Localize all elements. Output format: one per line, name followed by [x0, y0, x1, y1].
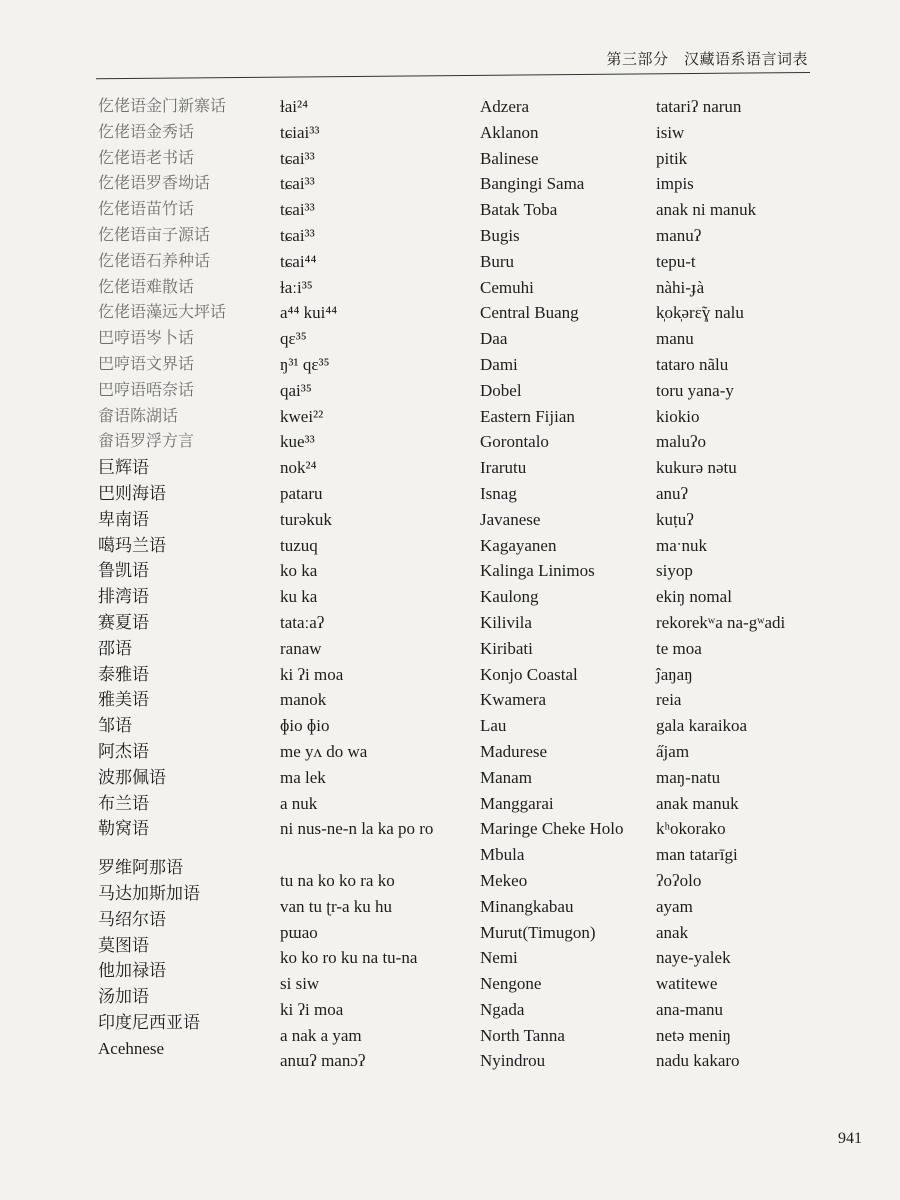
- word-form: maluʔo: [656, 432, 707, 452]
- language-name: 马绍尔语: [98, 909, 166, 929]
- language-name: Minangkabau: [480, 896, 574, 916]
- language-name: 仡佬语罗香坳话: [98, 175, 211, 193]
- word-form: kuṭuʔ: [656, 509, 694, 529]
- word-form: tataro nãlu: [656, 354, 729, 374]
- language-name: 噶玛兰语: [98, 535, 166, 555]
- word-form: tu na ko ko ra ko: [280, 870, 395, 890]
- language-name: North Tanna: [480, 1025, 565, 1045]
- word-form: tɕai³³: [280, 225, 315, 245]
- word-form: ranaw: [280, 638, 322, 658]
- word-form: turəkuk: [280, 509, 332, 529]
- word-form: tɕai⁴⁴: [280, 251, 317, 271]
- language-name: 汤加语: [98, 987, 149, 1007]
- language-name: Kwamera: [480, 690, 547, 710]
- word-form: pataru: [280, 483, 323, 503]
- language-name: 巨辉语: [98, 458, 149, 478]
- word-form: kiokio: [656, 406, 700, 426]
- word-form: kwei²²: [280, 406, 324, 426]
- word-form: tɕai³³: [280, 200, 315, 220]
- word-form: ĵaŋaŋ: [656, 664, 693, 684]
- word-form: maˑnuk: [656, 535, 707, 555]
- word-form: gala karaikoa: [656, 716, 748, 736]
- language-name: 仡佬语亩子源话: [98, 226, 211, 244]
- language-name: 巴则海语: [98, 483, 166, 503]
- word-form: tatariʔ narun: [656, 97, 742, 116]
- word-form: reia: [656, 690, 682, 710]
- right-word-forms-column: [656, 94, 856, 1074]
- language-name: Batak Toba: [480, 200, 558, 220]
- word-form: a̋jam: [656, 741, 690, 761]
- word-form: tɕiai³³: [280, 122, 320, 142]
- language-name: Konjo Coastal: [480, 664, 578, 684]
- word-form: ɫaːi³⁵: [280, 277, 313, 297]
- word-form: anak ni manuk: [656, 200, 757, 220]
- language-name: Manggarai: [480, 793, 554, 813]
- language-name: 邹语: [98, 716, 132, 736]
- word-form: manok: [280, 690, 327, 710]
- language-name: 仡佬语金秀话: [98, 123, 195, 141]
- language-name: Daa: [480, 329, 508, 349]
- language-name: 巴哼语文界话: [98, 355, 195, 373]
- language-name: 莫图语: [98, 935, 149, 955]
- language-name: Irarutu: [480, 458, 527, 478]
- word-form: k̩ok̩ərɛ̃ɣ nalu: [656, 303, 744, 323]
- word-form: manu: [656, 329, 694, 349]
- word-form: anak: [656, 922, 689, 942]
- language-name: 畲语陈湖话: [98, 407, 179, 425]
- language-name: 赛夏语: [98, 612, 149, 632]
- header-rule: [96, 72, 810, 79]
- language-name: 邵语: [98, 638, 132, 658]
- language-name: Nyindrou: [480, 1051, 546, 1071]
- word-form: tataːaʔ: [280, 612, 325, 632]
- word-form: nàhi-ɟà: [656, 277, 705, 297]
- word-form: maŋ-natu: [656, 767, 721, 787]
- word-form: ko ko ro ku na tu-na: [280, 948, 418, 968]
- word-form: a nuk: [280, 793, 318, 813]
- word-form: rekorekʷa na-gʷadi: [656, 612, 786, 632]
- word-form: a⁴⁴ kui⁴⁴: [280, 303, 338, 323]
- language-name: 阿杰语: [98, 741, 149, 761]
- language-name: Maringe Cheke Holo: [480, 819, 624, 839]
- language-name: 仡佬语藻远大坪话: [98, 304, 227, 322]
- language-name: 仡佬语石养种话: [98, 252, 211, 270]
- word-form: ma lek: [280, 767, 326, 787]
- language-name: 布兰语: [98, 793, 149, 813]
- language-name: 巴哼语岑卜话: [98, 330, 195, 348]
- word-form: ayam: [656, 896, 693, 916]
- word-form: watitewe: [656, 974, 718, 994]
- language-name: Dami: [480, 354, 518, 374]
- language-name: 鲁凯语: [98, 561, 149, 581]
- language-name: Lau: [480, 716, 507, 736]
- language-name: Bugis: [480, 225, 520, 245]
- language-name: Mbula: [480, 845, 525, 865]
- language-name: 仡佬语老书话: [98, 149, 195, 167]
- word-form: ɸio ɸio: [280, 716, 330, 736]
- right-language-names-column: [480, 94, 670, 1074]
- word-form: pitik: [656, 148, 688, 168]
- word-form: anɯʔ manɔʔ: [280, 1051, 366, 1071]
- language-name: Murut(Timugon): [480, 922, 596, 942]
- language-name: 马达加斯加语: [98, 883, 200, 903]
- word-form: van tu ʈr-a ku hu: [280, 896, 393, 916]
- word-form: toru yana-y: [656, 380, 734, 400]
- language-name: Madurese: [480, 741, 548, 761]
- word-form: ʔoʔolo: [656, 870, 702, 890]
- word-form: tuzuq: [280, 535, 318, 555]
- word-form: te moa: [656, 638, 702, 658]
- word-form: manuʔ: [656, 225, 702, 245]
- language-name: Mekeo: [480, 870, 528, 890]
- running-header: 第三部分 汉藏语系语言词表: [606, 52, 808, 68]
- language-name: 仡佬语苗竹话: [98, 201, 195, 219]
- word-form: tɕai³³: [280, 174, 315, 194]
- word-form: si siw: [280, 974, 320, 994]
- language-name: Nengone: [480, 974, 542, 994]
- language-name: Dobel: [480, 380, 522, 400]
- language-name: Nemi: [480, 948, 518, 968]
- language-name: Adzera: [480, 97, 530, 116]
- left-word-forms-column: [280, 94, 460, 1074]
- language-name: 排湾语: [98, 587, 149, 607]
- language-name: 畲语罗浮方言: [98, 433, 195, 451]
- language-name: Eastern Fijian: [480, 406, 575, 426]
- word-form: ɫai²⁴: [280, 97, 309, 116]
- language-name: 巴哼语唔奈话: [98, 381, 195, 399]
- word-form: ni nus-ne-n la ka po ro: [280, 819, 434, 839]
- language-name: 波那佩语: [98, 767, 166, 787]
- language-name: Kaulong: [480, 587, 539, 607]
- word-form: tepu-t: [656, 251, 696, 271]
- row-spacer: [98, 842, 268, 855]
- word-form: siyop: [656, 561, 693, 581]
- word-form: qɛ³⁵: [280, 329, 307, 349]
- language-name: Gorontalo: [480, 432, 549, 452]
- language-name: Buru: [480, 251, 514, 271]
- language-name: Acehnese: [98, 1038, 165, 1058]
- word-form: anuʔ: [656, 483, 689, 503]
- language-name: Bangingi Sama: [480, 174, 585, 194]
- language-name: Aklanon: [480, 122, 539, 142]
- word-form: isiw: [656, 122, 685, 142]
- language-name: Kalinga Linimos: [480, 561, 595, 581]
- language-name: Javanese: [480, 509, 541, 529]
- word-form: ana-manu: [656, 999, 724, 1019]
- page-number: 941: [838, 1130, 862, 1147]
- language-name: 卑南语: [98, 509, 149, 529]
- language-name: Kilivila: [480, 612, 532, 632]
- language-name: Balinese: [480, 148, 539, 168]
- word-form: tɕai³³: [280, 148, 315, 168]
- word-form: man tatarīgi: [656, 845, 738, 865]
- language-name: Manam: [480, 767, 532, 787]
- word-form: anak manuk: [656, 793, 739, 813]
- language-name: 罗维阿那语: [98, 858, 183, 878]
- word-form: impis: [656, 174, 694, 194]
- word-form: ki ʔi moa: [280, 664, 344, 684]
- language-name: Central Buang: [480, 303, 579, 323]
- word-form: netə meniŋ: [656, 1025, 731, 1045]
- language-name: 仡佬语难散话: [98, 278, 195, 296]
- word-form: ekiŋ nomal: [656, 587, 732, 607]
- language-name: 雅美语: [98, 690, 149, 710]
- language-name: 泰雅语: [98, 664, 149, 684]
- word-form: ko ka: [280, 561, 318, 581]
- language-name: 他加禄语: [98, 961, 166, 981]
- left-language-names-column: [98, 94, 268, 1061]
- word-form: ki ʔi moa: [280, 999, 344, 1019]
- word-form: nadu kakaro: [656, 1051, 740, 1071]
- language-name: Isnag: [480, 483, 517, 503]
- word-form: kukurə nətu: [656, 458, 737, 478]
- language-name: Kiribati: [480, 638, 533, 658]
- word-form: nok²⁴: [280, 458, 317, 478]
- word-form: me yʌ do wa: [280, 741, 368, 761]
- word-form: ku ka: [280, 587, 318, 607]
- word-form: kue³³: [280, 432, 315, 452]
- language-name: Ngada: [480, 999, 525, 1019]
- word-form: ŋ³¹ qɛ³⁵: [280, 354, 330, 374]
- language-name: Kagayanen: [480, 535, 557, 555]
- word-form: a nak a yam: [280, 1025, 362, 1045]
- language-name: 勒窝语: [98, 819, 149, 839]
- word-form: naye-yalek: [656, 948, 731, 968]
- word-form: kʰokorako: [656, 819, 726, 839]
- language-name: 仡佬语金门新寨话: [98, 98, 227, 115]
- language-name: 印度尼西亚语: [98, 1012, 200, 1032]
- word-form: qai³⁵: [280, 380, 312, 400]
- language-name: Cemuhi: [480, 277, 534, 297]
- word-form: pɯao: [280, 922, 318, 942]
